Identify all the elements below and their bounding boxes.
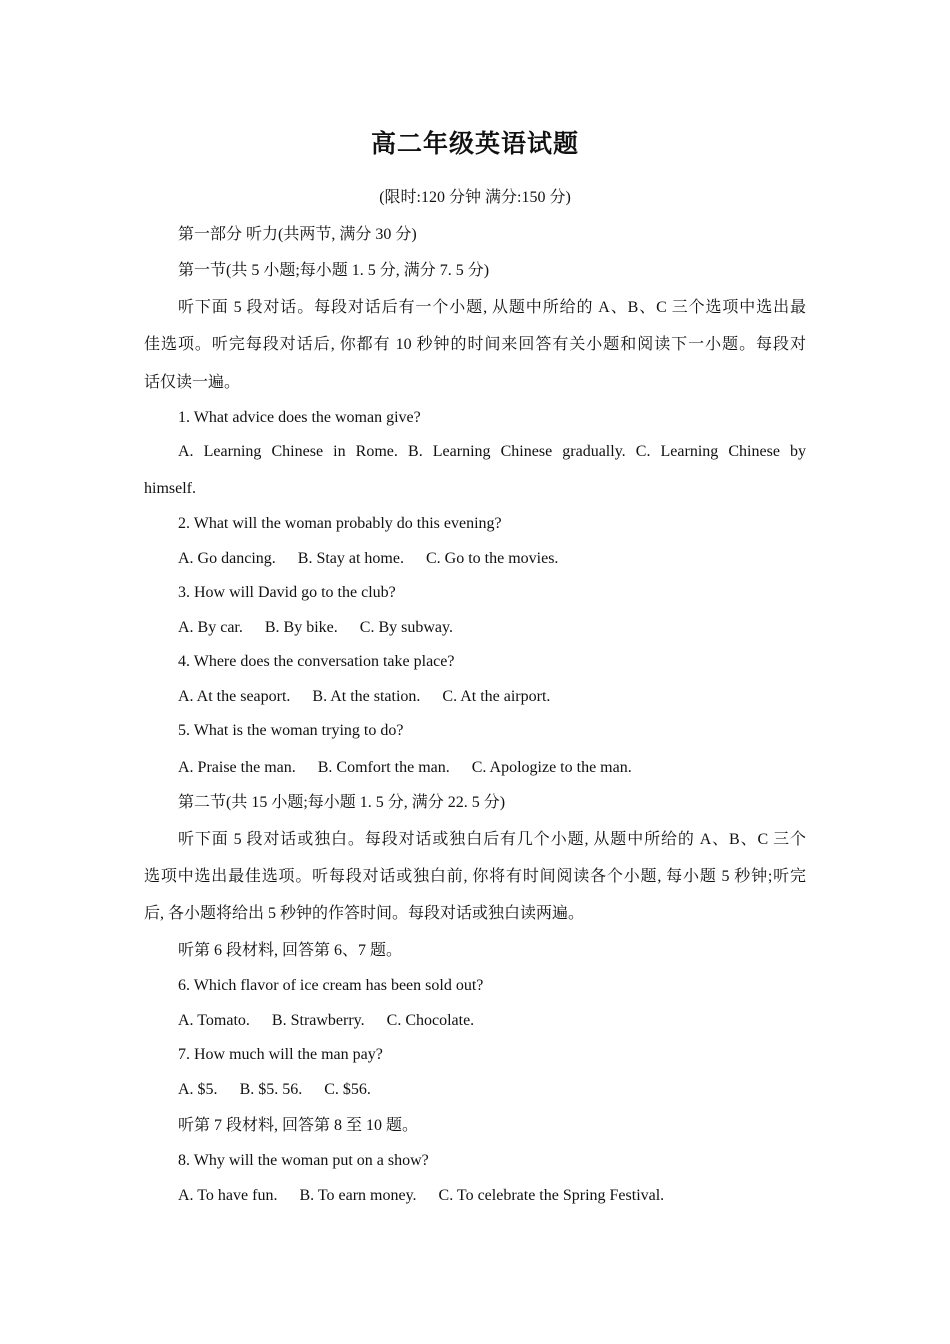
option-a: A. Learning Chinese in Rome.: [178, 443, 398, 460]
section1-instruction-line: 听下面 5 段对话。每段对话后有一个小题, 从题中所给的 A、B、C 三个选项中选出最: [178, 299, 806, 316]
question-3: 3. How will David go to the club?: [178, 584, 396, 601]
question-5: 5. What is the woman trying to do?: [178, 722, 404, 739]
option-c: C. Apologize to the man.: [471, 759, 632, 776]
option-b: B. To earn money.: [299, 1187, 417, 1204]
question-1: 1. What advice does the woman give?: [178, 409, 421, 426]
section1-heading: 第一节(共 5 小题;每小题 1. 5 分, 满分 7. 5 分): [178, 262, 490, 279]
option-c: C. To celebrate the Spring Festival.: [438, 1187, 665, 1204]
section1-instruction-line: 佳选项。听完每段对话后, 你都有 10 秒钟的时间来回答有关小题和阅读下一小题。每段对: [144, 336, 806, 353]
option-a: A. $5.: [178, 1081, 218, 1098]
section2-heading: 第二节(共 15 小题;每小题 1. 5 分, 满分 22. 5 分): [178, 794, 506, 811]
question-7: 7. How much will the man pay?: [178, 1046, 383, 1063]
time-score-limits: (限时:120 分钟 满分:150 分): [379, 189, 571, 206]
option-a: A. Praise the man.: [178, 759, 296, 776]
option-b: B. By bike.: [264, 619, 338, 636]
option-a: A. Go dancing.: [178, 550, 276, 567]
option-c: C. At the airport.: [442, 688, 551, 705]
option-a: A. By car.: [178, 619, 243, 636]
question-8: 8. Why will the woman put on a show?: [178, 1152, 429, 1169]
option-b: B. Strawberry.: [271, 1012, 365, 1029]
option-c: C. By subway.: [359, 619, 453, 636]
section2-instruction-line: 听下面 5 段对话或独白。每段对话或独白后有几个小题, 从题中所给的 A、B、C 三个: [178, 831, 806, 848]
section2-instruction-line: 后, 各小题将给出 5 秒钟的作答时间。每段对话或独白读两遍。: [144, 905, 585, 922]
material-6-instruction: 听第 6 段材料, 回答第 6、7 题。: [178, 942, 403, 959]
option-a: A. At the seaport.: [178, 688, 291, 705]
option-b: B. Learning Chinese gradually.: [408, 443, 626, 460]
page-title: 高二年级英语试题: [370, 131, 579, 158]
material-7-instruction: 听第 7 段材料, 回答第 8 至 10 题。: [178, 1117, 419, 1134]
section1-instruction-line: 话仅读一遍。: [144, 374, 241, 391]
option-a: A. Tomato.: [178, 1012, 250, 1029]
question-6-options: [144, 1009, 806, 1033]
question-7-options: [144, 1078, 806, 1102]
option-c: C. Chocolate.: [386, 1012, 475, 1029]
option-b: B. $5. 56.: [239, 1081, 303, 1098]
option-c: C. Learning Chinese by: [635, 443, 807, 460]
question-8-options: [144, 1184, 806, 1208]
question-1-option-continuation: himself.: [144, 480, 196, 497]
question-6: 6. Which flavor of ice cream has been sold out?: [178, 977, 484, 994]
question-4: 4. Where does the conversation take place?: [178, 653, 455, 670]
option-b: B. At the station.: [312, 688, 421, 705]
question-1-options: [144, 440, 806, 464]
question-4-options: [144, 685, 806, 709]
question-5-options: [144, 756, 806, 780]
option-b: B. Stay at home.: [297, 550, 404, 567]
section2-instruction-line: 选项中选出最佳选项。听每段对话或独白前, 你将有时间阅读各个小题, 每小题 5 秒钟;听完: [144, 868, 806, 885]
part1-heading: 第一部分 听力(共两节, 满分 30 分): [178, 226, 417, 243]
option-c: C. Go to the movies.: [425, 550, 559, 567]
option-c: C. $56.: [324, 1081, 371, 1098]
question-2: 2. What will the woman probably do this evening?: [178, 515, 502, 532]
question-3-options: [144, 616, 806, 640]
question-2-options: [144, 547, 806, 571]
option-b: B. Comfort the man.: [317, 759, 450, 776]
exam-page: [144, 0, 806, 1344]
option-a: A. To have fun.: [178, 1187, 278, 1204]
